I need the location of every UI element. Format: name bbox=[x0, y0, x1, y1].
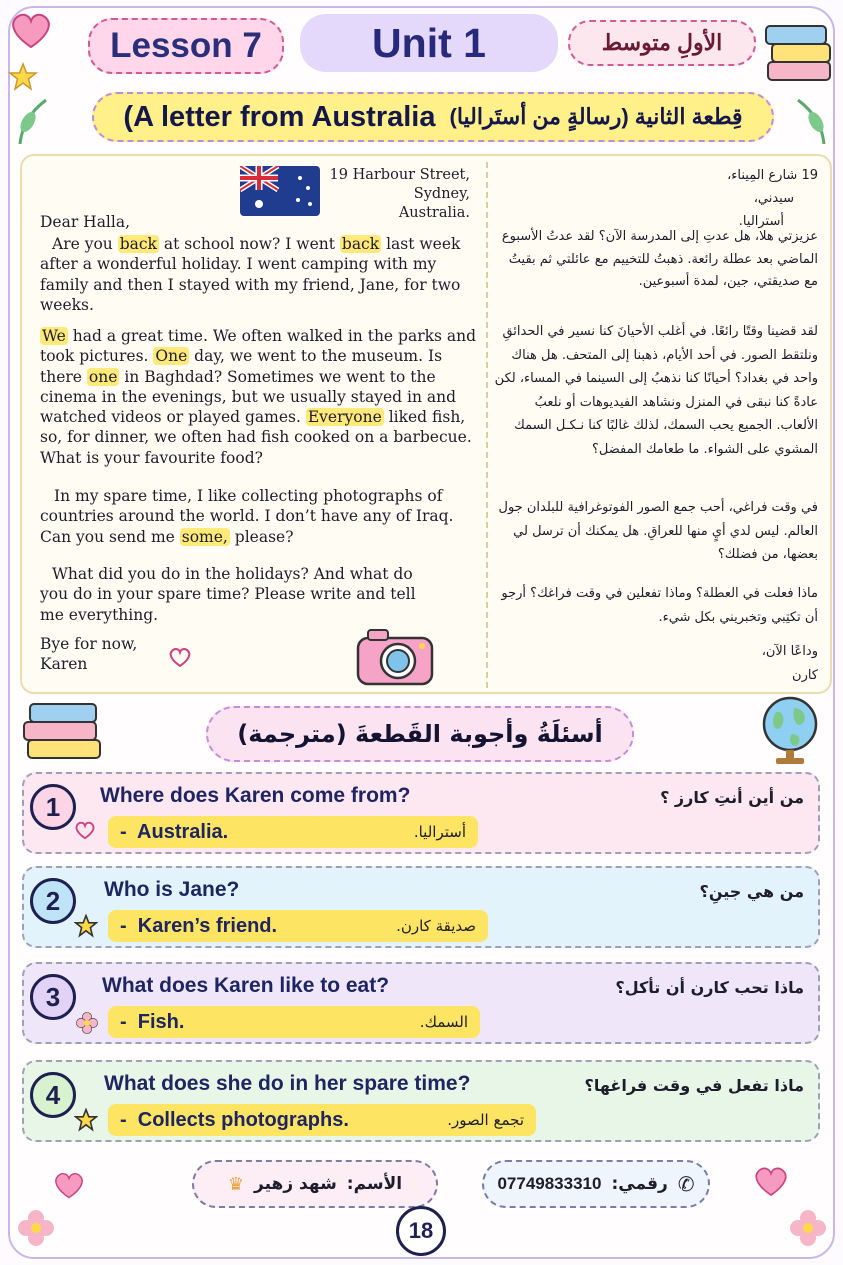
page-number: 18 bbox=[396, 1206, 446, 1256]
question-number: 2 bbox=[30, 878, 76, 924]
highlight-word: back bbox=[119, 235, 157, 253]
flower-icon bbox=[14, 1206, 58, 1250]
question-card bbox=[22, 772, 820, 854]
question-card bbox=[22, 962, 820, 1044]
heart-icon bbox=[74, 820, 96, 845]
heart-icon bbox=[8, 10, 54, 50]
heart-icon bbox=[52, 1170, 86, 1200]
star-icon bbox=[8, 62, 38, 92]
level-label: الأولِ متوسط bbox=[568, 20, 756, 66]
answer-en: - Fish. bbox=[120, 1010, 185, 1033]
answer-bar bbox=[108, 1104, 536, 1136]
paragraph-1-en: Are you back at school now? I went back last week after a wonderful holiday. I went camping with my family and then I stayed with my friend, Jane, for two weeks. bbox=[40, 235, 461, 314]
camera-icon bbox=[354, 624, 440, 688]
greeting-en: Dear Halla, bbox=[40, 213, 131, 231]
answer-bar bbox=[108, 1006, 480, 1038]
answer-en: - Australia. bbox=[120, 820, 229, 843]
question-number: 1 bbox=[30, 784, 76, 830]
question-card bbox=[22, 1060, 820, 1142]
unit-label bbox=[300, 14, 558, 72]
paragraph-2-en: We had a great time. We often walked in the parks and took pictures. One day, we went to the museum. Is there one in Baghdad? Sometimes we went to the cinema in the evenings, but we usually stayed in and watched videos or played games. Everyone liked fish, so, for dinner, we often had fish cooked on a barbecue. What is your favourite food? bbox=[40, 327, 477, 467]
question-number: 3 bbox=[30, 974, 76, 1020]
highlight-word: We bbox=[42, 327, 66, 345]
qa-title-banner bbox=[206, 706, 634, 762]
answer-en: - Karen’s friend. bbox=[120, 914, 278, 937]
highlight-word: back bbox=[341, 235, 380, 253]
lesson-label: Lesson 7 bbox=[88, 18, 284, 74]
question-en: What does she do in her spare time? bbox=[104, 1072, 471, 1095]
passage-title-ar: قِطعة الثانية (رسالةٍ من أستَراليا) bbox=[449, 104, 743, 129]
phone-value: 07749833310 bbox=[497, 1174, 602, 1193]
phone-box bbox=[482, 1160, 710, 1208]
answer-en: - Collects photographs. bbox=[120, 1108, 349, 1131]
leaf-icon bbox=[10, 96, 50, 146]
flower-icon bbox=[786, 1206, 830, 1250]
globe-icon bbox=[756, 692, 824, 768]
closing-ar: وداعًا الآن، كارن bbox=[761, 644, 818, 683]
answer-bar bbox=[108, 910, 488, 942]
phone-icon: ✆ bbox=[677, 1172, 695, 1196]
address-line: 19 Harbour Street, bbox=[329, 167, 470, 183]
books-icon bbox=[764, 10, 836, 86]
question-en: Who is Jane? bbox=[104, 878, 240, 901]
name-value: شهد زهير bbox=[254, 1174, 337, 1194]
name-label: الأسم: bbox=[346, 1174, 403, 1194]
flower-icon bbox=[74, 1010, 100, 1041]
star-icon bbox=[74, 1108, 98, 1137]
question-en: What does Karen like to eat? bbox=[102, 974, 390, 997]
paragraph-4-ar: ماذا فعلت في العطلة؟ وماذا تفعلين في وقت فراغك؟ أرجو أن تكتِبي وتخبريني بكل شيء. bbox=[501, 586, 818, 625]
crown-icon: ♛ bbox=[227, 1173, 245, 1195]
unit-title: Unit 1 bbox=[372, 19, 486, 66]
highlight-word: some, bbox=[181, 527, 228, 546]
author-name-box bbox=[192, 1160, 438, 1208]
highlight-word: One bbox=[155, 347, 188, 366]
leaf-icon bbox=[794, 96, 834, 146]
books-icon bbox=[22, 692, 108, 764]
address-line: سيدني، bbox=[753, 191, 794, 206]
question-ar: من هي جينِ؟ bbox=[699, 882, 804, 901]
question-ar: ماذا تفعل في وقت فراغها؟ bbox=[584, 1076, 804, 1095]
question-ar: من أين أنتِ كارز ؟ bbox=[660, 788, 804, 807]
passage-title-en: (A letter from Australia bbox=[123, 100, 436, 133]
qa-title: أسئلَةُ وأجوبة القَطعةَ (مترجمة) bbox=[237, 720, 603, 748]
answer-bar bbox=[108, 816, 478, 848]
paragraph-4-en: What did you do in the holidays? And what do you do in your spare time? Please write and tell me everything. bbox=[40, 565, 416, 624]
closing-en: Bye for now, Karen bbox=[40, 635, 138, 674]
address-line: أستراليا. bbox=[738, 214, 784, 229]
phone-label: رقمي: bbox=[611, 1174, 668, 1194]
question-number: 4 bbox=[30, 1072, 76, 1118]
highlight-word: one bbox=[88, 367, 118, 386]
passage-divider bbox=[486, 162, 488, 688]
question-ar: ماذا تحب كارن أن تأكل؟ bbox=[615, 978, 804, 997]
address-ar bbox=[492, 164, 818, 233]
heart-icon bbox=[752, 1164, 790, 1198]
address-line: 19 شارع المِيناء، bbox=[727, 168, 818, 183]
question-card bbox=[22, 866, 820, 948]
heart-icon bbox=[168, 646, 192, 668]
paragraph-2-ar: لقد قضينا وقتًا رائعًا. في أغلب الأحيانَ كنا نسير في الحدائقِ ونلتقط الصور. في أحد الأيام، ذهبنا إلى المتحف. هل هناك واحد في بغداد؟ أحيانًا كنا نذهبُ إلى السينما في المساء، لكن عادةً كنا نبقى في المنزل ونشاهد الفيديوهات أو نلعبُ الألعاب. الجميع يحب السمك، لذلك غالبًا كنا نـكـل السمك المشوي على الشواء. ما طعامك المفضل؟ bbox=[494, 324, 818, 457]
paragraph-3-ar: في وقت فراغي، أحب جمع الصور الفوتوغرافية للبلدان جول العالم. ليس لدي أيٍ منها للعراقِ. هل يمكنك أن ترسل لي بعضها، من فضلك؟ bbox=[498, 500, 818, 562]
star-icon bbox=[74, 914, 98, 943]
answer-ar: تجمع الصور. bbox=[447, 1111, 524, 1129]
question-en: Where does Karen come from? bbox=[100, 784, 411, 807]
paragraph-1-ar: عزيزتي هلا، هل عدتِ إلى المدرسة الآن؟ لقد عدتُ الأسبوع الماضي بعد عطلة رائعة. ذهبتُ للتخييم مع عائلتي ثم بقيتُ مع صديقتي، جين، لمدة أسبوعين. bbox=[501, 229, 818, 289]
answer-ar: أستراليا. bbox=[413, 823, 466, 841]
passage-title-banner bbox=[92, 92, 774, 142]
address-line: Australia. bbox=[398, 205, 470, 221]
address-line: Sydney, bbox=[413, 186, 470, 202]
highlight-word: Everyone bbox=[307, 408, 382, 427]
answer-ar: صديقة كارن. bbox=[396, 917, 476, 935]
answer-ar: السمك. bbox=[419, 1013, 468, 1031]
paragraph-3-en: In my spare time, I like collecting photographs of countries around the world. I don’t have any of Iraq. Can you send me some, please? bbox=[40, 487, 454, 546]
